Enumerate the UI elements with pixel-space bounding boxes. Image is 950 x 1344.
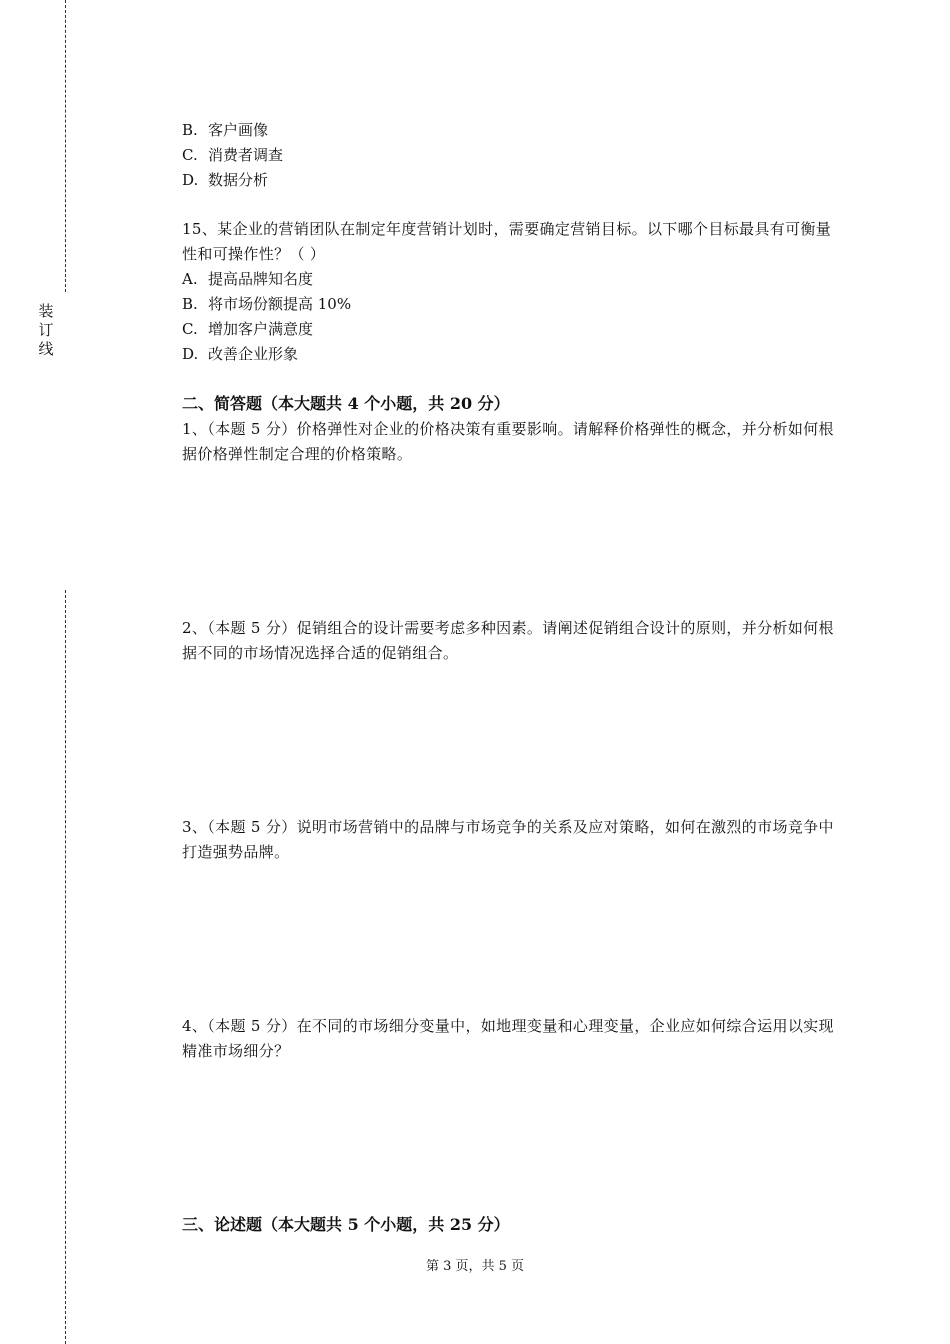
option-text: 提高品牌知名度 (208, 270, 314, 288)
section2-question-1: 1、（本题 5 分）价格弹性对企业的价格决策有重要影响。请解释价格弹性的概念，并分析如何根据价格弹性制定合理的价格策略。 (182, 420, 834, 463)
option-letter: B. (182, 121, 198, 139)
binding-line-bottom (65, 590, 66, 1344)
binding-line-top (65, 0, 66, 292)
q15-option-d (182, 344, 298, 364)
option-letter: A. (182, 270, 198, 288)
option-letter: D. (182, 171, 199, 189)
option-letter: C. (182, 146, 198, 164)
option-text: 消费者调查 (208, 146, 284, 164)
q15-option-c (182, 319, 313, 339)
option-text: 客户画像 (208, 121, 269, 139)
option-letter: B. (182, 295, 198, 313)
q14-option-b (182, 120, 268, 140)
option-text: 将市场份额提高 10% (208, 295, 352, 313)
q15-option-b (182, 294, 351, 314)
binding-label: 装订线 (38, 302, 54, 358)
section3-title: 三、论述题（本大题共 5 个小题，共 25 分） (182, 1215, 510, 1234)
q15-stem: 15、某企业的营销团队在制定年度营销计划时，需要确定营销目标。以下哪个目标最具有可衡量性和可操作性？（ ） (182, 220, 832, 263)
option-text: 改善企业形象 (208, 345, 299, 363)
section2-question-2: 2、（本题 5 分）促销组合的设计需要考虑多种因素。请阐述促销组合设计的原则，并分析如何根据不同的市场情况选择合适的促销组合。 (182, 619, 834, 662)
q15-option-a (182, 269, 313, 289)
option-letter: D. (182, 345, 199, 363)
option-text: 增加客户满意度 (208, 320, 314, 338)
option-letter: C. (182, 320, 198, 338)
q14-option-d (182, 170, 268, 190)
page-footer: 第 3 页，共 5 页 (425, 1259, 525, 1274)
section2-question-3: 3、（本题 5 分）说明市场营销中的品牌与市场竞争的关系及应对策略，如何在激烈的市场竞争中打造强势品牌。 (182, 818, 834, 861)
section2-question-4: 4、（本题 5 分）在不同的市场细分变量中，如地理变量和心理变量，企业应如何综合运用以实现精准市场细分？ (182, 1017, 834, 1060)
section2-title: 二、简答题（本大题共 4 个小题，共 20 分） (182, 394, 510, 413)
option-text: 数据分析 (208, 171, 269, 189)
q14-option-c (182, 145, 283, 165)
